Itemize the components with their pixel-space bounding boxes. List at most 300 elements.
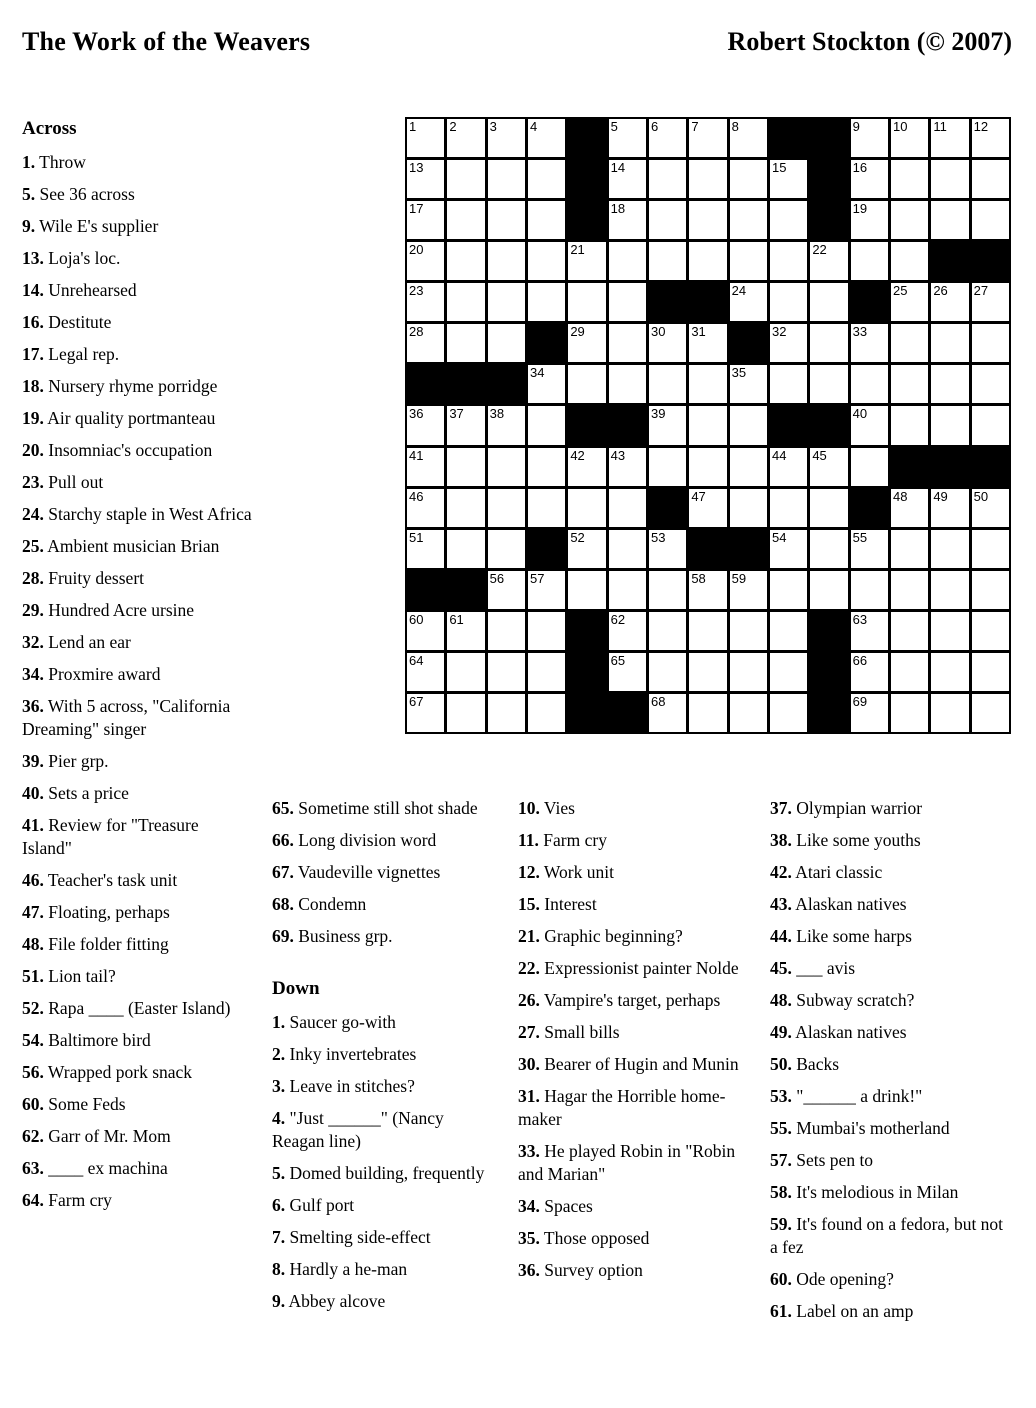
grid-cell [528, 365, 565, 403]
clue-item: 5. See 36 across [22, 184, 135, 204]
cell-number: 65 [610, 652, 626, 668]
grid-cell-black [568, 653, 605, 691]
clue-item: 13. Loja's loc. [22, 248, 121, 268]
cell-number: 46 [409, 488, 424, 504]
clue-item: 12. Work unit [518, 862, 614, 882]
grid-cell [931, 160, 968, 198]
cell-number: 3 [489, 119, 497, 134]
clue-number: 24. [22, 504, 44, 524]
grid-cell-black [810, 119, 847, 157]
clue-item: 25. Ambient musician Brian [22, 536, 220, 556]
clue-item: 66. Long division word [272, 830, 437, 850]
grid-cell [730, 694, 767, 732]
grid-cell [891, 571, 928, 609]
cell-number: 54 [771, 529, 787, 545]
grid-cell [407, 406, 444, 444]
cell-number: 13 [409, 160, 424, 176]
clue-number: 55. [770, 1118, 792, 1138]
clue-item: 69. Business grp. [272, 926, 393, 946]
clue-number: 57. [770, 1150, 792, 1170]
clue-column-2 [272, 797, 486, 1322]
grid-cell [891, 201, 928, 239]
clue-number: 20. [22, 440, 44, 460]
cell-number: 16 [852, 160, 868, 176]
grid-cell-black [770, 119, 807, 157]
grid-cell [447, 283, 484, 321]
grid-cell-black [810, 201, 847, 239]
grid-cell [488, 694, 525, 732]
grid-cell [649, 406, 686, 444]
grid-cell [931, 201, 968, 239]
grid-cell [972, 365, 1009, 403]
clue-number: 16. [22, 312, 44, 332]
grid-cell [528, 612, 565, 650]
grid-cell [810, 283, 847, 321]
grid-cell-black [810, 653, 847, 691]
clue-item: 18. Nursery rhyme porridge [22, 376, 218, 396]
grid-cell [931, 324, 968, 362]
grid-cell [528, 119, 565, 157]
clue-item: 53. "______ a drink!" [770, 1086, 923, 1106]
grid-cell [528, 160, 565, 198]
cell-number: 6 [650, 119, 659, 134]
grid-cell [407, 694, 444, 732]
grid-cell [488, 324, 525, 362]
grid-cell-black [972, 448, 1009, 486]
clue-item: 35. Those opposed [518, 1228, 650, 1248]
clue-number: 35. [518, 1228, 540, 1248]
clue-number: 61. [770, 1301, 792, 1321]
cell-number: 11 [933, 119, 947, 134]
clue-item: 45. ___ avis [770, 958, 856, 978]
clue-number: 4. [272, 1108, 286, 1128]
cell-number: 19 [852, 201, 868, 217]
cell-number: 4 [529, 119, 538, 134]
grid-cell [488, 242, 525, 280]
clue-number: 5. [272, 1163, 286, 1183]
clue-number: 30. [518, 1054, 540, 1074]
grid-cell-black [689, 283, 726, 321]
grid-cell [770, 489, 807, 527]
grid-cell-black [488, 365, 525, 403]
grid-cell [931, 653, 968, 691]
clue-number: 36. [22, 696, 44, 716]
clue-number: 32. [22, 632, 44, 652]
grid-cell [609, 242, 646, 280]
grid-cell-black [568, 201, 605, 239]
clue-number: 17. [22, 344, 44, 364]
clue-item: 43. Alaskan natives [770, 894, 907, 914]
grid-cell-black [972, 242, 1009, 280]
clue-number: 28. [22, 568, 44, 588]
cell-number: 62 [610, 611, 626, 627]
clue-item: 17. Legal rep. [22, 344, 120, 364]
grid-cell [891, 653, 928, 691]
cell-number: 27 [973, 283, 989, 299]
cell-number: 31 [691, 324, 706, 340]
clue-column-1 [22, 117, 252, 1221]
author-copyright: Robert Stockton (© 2007) [727, 27, 1012, 56]
clue-number: 19. [22, 408, 44, 428]
clue-item: 50. Backs [770, 1054, 840, 1074]
clue-number: 69. [272, 926, 294, 946]
grid-cell [891, 283, 928, 321]
clue-item: 34. Proxmire award [22, 664, 161, 684]
grid-cell [891, 489, 928, 527]
grid-cell [649, 160, 686, 198]
cell-number: 7 [691, 119, 699, 134]
cell-number: 9 [852, 119, 860, 134]
clue-item: 36. With 5 across, "California Dreaming" singer [22, 696, 231, 739]
cell-number: 57 [529, 570, 545, 586]
grid-cell [407, 653, 444, 691]
grid-cell [891, 694, 928, 732]
grid-cell [730, 283, 767, 321]
grid-cell-black [447, 365, 484, 403]
grid-cell [770, 694, 807, 732]
grid-cell [488, 201, 525, 239]
grid-cell [972, 489, 1009, 527]
grid-cell [810, 571, 847, 609]
grid-cell [891, 612, 928, 650]
grid-cell [972, 406, 1009, 444]
grid-cell [488, 119, 525, 157]
clue-number: 11. [518, 830, 539, 850]
clue-number: 56. [22, 1062, 44, 1082]
clue-item: 64. Farm cry [22, 1190, 112, 1210]
grid-cell [770, 571, 807, 609]
clue-number: 27. [518, 1022, 540, 1042]
grid-cell [609, 571, 646, 609]
cell-number: 32 [771, 324, 787, 340]
grid-cell [609, 448, 646, 486]
cell-number: 43 [610, 447, 626, 463]
clue-item: 46. Teacher's task unit [22, 870, 178, 890]
grid-cell [689, 653, 726, 691]
grid-cell [528, 571, 565, 609]
cell-number: 25 [892, 283, 908, 299]
clue-item: 10. Vies [518, 798, 575, 818]
grid-cell [407, 160, 444, 198]
cell-number: 33 [852, 324, 868, 340]
grid-cell [488, 448, 525, 486]
grid-cell [447, 694, 484, 732]
clue-item: 63. ____ ex machina [22, 1158, 168, 1178]
grid-cell [649, 694, 686, 732]
clue-number: 46. [22, 870, 44, 890]
grid-cell-black [407, 365, 444, 403]
clue-number: 26. [518, 990, 540, 1010]
grid-cell [407, 242, 444, 280]
clue-number: 66. [272, 830, 294, 850]
grid-cell-black [609, 694, 646, 732]
clue-item: 19. Air quality portmanteau [22, 408, 216, 428]
grid-cell-black [568, 406, 605, 444]
clue-item: 61. Label on an amp [770, 1301, 914, 1321]
grid-cell [851, 365, 888, 403]
clue-item: 15. Interest [518, 894, 597, 914]
cell-number: 24 [731, 283, 747, 299]
grid-cell [609, 530, 646, 568]
grid-cell-black [931, 448, 968, 486]
clue-item: 68. Condemn [272, 894, 367, 914]
grid-cell-black [528, 324, 565, 362]
clue-number: 64. [22, 1190, 44, 1210]
grid-cell-black [730, 530, 767, 568]
cell-number: 12 [973, 119, 989, 134]
grid-cell [407, 448, 444, 486]
grid-cell [810, 489, 847, 527]
grid-cell-black [528, 530, 565, 568]
grid-cell [891, 324, 928, 362]
cell-number: 29 [570, 324, 585, 340]
clue-item: 1. Throw [22, 152, 86, 172]
grid-cell [528, 201, 565, 239]
cell-number: 8 [731, 119, 739, 134]
clue-number: 34. [22, 664, 44, 684]
grid-cell [568, 448, 605, 486]
clue-number: 65. [272, 798, 294, 818]
clue-number: 63. [22, 1158, 44, 1178]
clue-item: 39. Pier grp. [22, 751, 109, 771]
grid-cell [609, 324, 646, 362]
grid-cell [972, 530, 1009, 568]
grid-cell [972, 571, 1009, 609]
clue-item: 6. Gulf port [272, 1195, 355, 1215]
clue-item: 21. Graphic beginning? [518, 926, 683, 946]
clue-number: 60. [770, 1269, 792, 1289]
clue-number: 15. [518, 894, 540, 914]
clue-number: 44. [770, 926, 792, 946]
grid-cell [568, 571, 605, 609]
grid-cell-black [810, 612, 847, 650]
grid-cell-black [689, 530, 726, 568]
cell-number: 44 [771, 447, 787, 463]
grid-cell [851, 530, 888, 568]
grid-cell [730, 201, 767, 239]
grid-cell [891, 119, 928, 157]
cell-number: 35 [731, 365, 747, 381]
grid-cell [568, 242, 605, 280]
grid-cell [770, 612, 807, 650]
clue-item: 42. Atari classic [770, 862, 883, 882]
clue-number: 49. [770, 1022, 792, 1042]
grid-cell [689, 571, 726, 609]
grid-cell [891, 530, 928, 568]
grid-cell [689, 242, 726, 280]
grid-cell-black [730, 324, 767, 362]
cell-number: 58 [691, 570, 706, 586]
clue-number: 5. [22, 184, 36, 204]
clue-number: 14. [22, 280, 44, 300]
clue-item: 5. Domed building, frequently [272, 1163, 485, 1183]
grid-cell [488, 283, 525, 321]
grid-cell [528, 448, 565, 486]
clue-item: 11. Farm cry [518, 830, 607, 850]
grid-cell [407, 324, 444, 362]
grid-cell [770, 283, 807, 321]
down-clues-list-3 [770, 797, 1014, 1323]
grid-cell [689, 406, 726, 444]
clue-item: 33. He played Robin in "Robin and Marian" [518, 1141, 736, 1184]
grid-cell [447, 448, 484, 486]
grid-cell-black [568, 160, 605, 198]
grid-cell [689, 612, 726, 650]
grid-cell [609, 365, 646, 403]
clue-column-4 [770, 797, 1014, 1332]
clue-item: 62. Garr of Mr. Mom [22, 1126, 171, 1146]
grid-cell [972, 653, 1009, 691]
cell-number: 59 [731, 570, 747, 586]
page-title: The Work of the Weavers [22, 27, 311, 56]
cell-number: 28 [409, 324, 424, 340]
clue-item: 65. Sometime still shot shade [272, 798, 478, 818]
grid-cell [851, 160, 888, 198]
cell-number: 67 [409, 693, 424, 709]
cell-number: 64 [409, 652, 424, 668]
grid-cell [931, 530, 968, 568]
grid-cell [488, 406, 525, 444]
grid-cell [488, 160, 525, 198]
clue-number: 9. [272, 1291, 286, 1311]
cell-number: 18 [610, 201, 626, 217]
grid-cell [649, 324, 686, 362]
cell-number: 30 [650, 324, 666, 340]
grid-cell [972, 694, 1009, 732]
clue-number: 22. [518, 958, 540, 978]
grid-cell [689, 694, 726, 732]
grid-cell [851, 612, 888, 650]
down-clues-list-1 [272, 1011, 486, 1313]
grid-cell-black [931, 242, 968, 280]
grid-cell [972, 201, 1009, 239]
grid-cell [407, 612, 444, 650]
clue-item: 67. Vaudeville vignettes [272, 862, 441, 882]
cell-number: 55 [852, 529, 868, 545]
grid-cell [730, 448, 767, 486]
cell-number: 49 [933, 488, 948, 504]
grid-cell [447, 160, 484, 198]
clue-item: 8. Hardly a he-man [272, 1259, 408, 1279]
clue-number: 37. [770, 798, 792, 818]
cell-number: 1 [409, 119, 417, 134]
clue-item: 9. Wile E's supplier [22, 216, 159, 236]
grid-cell [689, 448, 726, 486]
grid-cell [770, 242, 807, 280]
clue-number: 39. [22, 751, 44, 771]
grid-cell [810, 365, 847, 403]
grid-cell [810, 324, 847, 362]
grid-cell [407, 201, 444, 239]
clue-number: 6. [272, 1195, 286, 1215]
clue-item: 14. Unrehearsed [22, 280, 137, 300]
grid-cell [810, 242, 847, 280]
grid-cell [447, 324, 484, 362]
cell-number: 50 [973, 488, 989, 504]
clue-number: 10. [518, 798, 540, 818]
clue-item: 54. Baltimore bird [22, 1030, 151, 1050]
cell-number: 36 [409, 406, 424, 422]
clue-number: 53. [770, 1086, 792, 1106]
clue-number: 7. [272, 1227, 286, 1247]
grid-cell [770, 653, 807, 691]
clue-number: 8. [272, 1259, 286, 1279]
cell-number: 2 [449, 119, 457, 134]
clue-number: 54. [22, 1030, 44, 1050]
grid-cell [931, 406, 968, 444]
clue-number: 52. [22, 998, 44, 1018]
cell-number: 17 [409, 201, 424, 217]
grid-cell-black [810, 694, 847, 732]
grid-cell [649, 530, 686, 568]
cell-number: 34 [529, 365, 545, 381]
grid-cell [689, 201, 726, 239]
clue-item: 27. Small bills [518, 1022, 620, 1042]
grid-cell [447, 119, 484, 157]
grid-cell [891, 242, 928, 280]
cell-number: 26 [933, 283, 948, 299]
grid-cell [931, 694, 968, 732]
clue-item: 51. Lion tail? [22, 966, 116, 986]
clue-item: 24. Starchy staple in West Africa [22, 504, 252, 524]
clue-number: 33. [518, 1141, 540, 1161]
clue-item: 47. Floating, perhaps [22, 902, 170, 922]
clue-number: 62. [22, 1126, 44, 1146]
across-clues-list-1 [22, 151, 252, 1212]
clue-number: 59. [770, 1214, 792, 1234]
clue-item: 58. It's melodious in Milan [770, 1182, 959, 1202]
cell-number: 21 [570, 242, 585, 258]
clue-item: 36. Survey option [518, 1260, 643, 1280]
grid-cell-black [891, 448, 928, 486]
grid-cell [972, 119, 1009, 157]
grid-cell [447, 242, 484, 280]
grid-cell [568, 365, 605, 403]
cell-number: 56 [489, 570, 505, 586]
clue-item: 9. Abbey alcove [272, 1291, 386, 1311]
clue-number: 1. [22, 152, 36, 172]
clue-item: 3. Leave in stitches? [272, 1076, 415, 1096]
grid-cell [528, 489, 565, 527]
clue-number: 38. [770, 830, 792, 850]
clue-item: 59. It's found on a fedora, but not a fez [770, 1214, 1004, 1257]
cell-number: 47 [691, 488, 706, 504]
down-heading: Down [272, 978, 320, 999]
grid-cell [730, 406, 767, 444]
clue-number: 34. [518, 1196, 540, 1216]
clue-item: 48. File folder fitting [22, 934, 169, 954]
clue-item: 37. Olympian warrior [770, 798, 923, 818]
grid-cell [851, 406, 888, 444]
grid-cell [851, 694, 888, 732]
grid-cell [609, 489, 646, 527]
clue-number: 13. [22, 248, 44, 268]
grid-cell [810, 530, 847, 568]
clue-item: 60. Ode opening? [770, 1269, 894, 1289]
clue-item: 49. Alaskan natives [770, 1022, 907, 1042]
grid-cell [488, 489, 525, 527]
clue-item: 41. Review for "Treasure Island" [22, 815, 199, 858]
clue-number: 40. [22, 783, 44, 803]
grid-cell-black [649, 283, 686, 321]
grid-cell [730, 365, 767, 403]
clue-number: 58. [770, 1182, 792, 1202]
grid-cell-black [851, 283, 888, 321]
grid-cell [891, 365, 928, 403]
grid-cell [972, 283, 1009, 321]
grid-cell [730, 571, 767, 609]
clue-number: 36. [518, 1260, 540, 1280]
